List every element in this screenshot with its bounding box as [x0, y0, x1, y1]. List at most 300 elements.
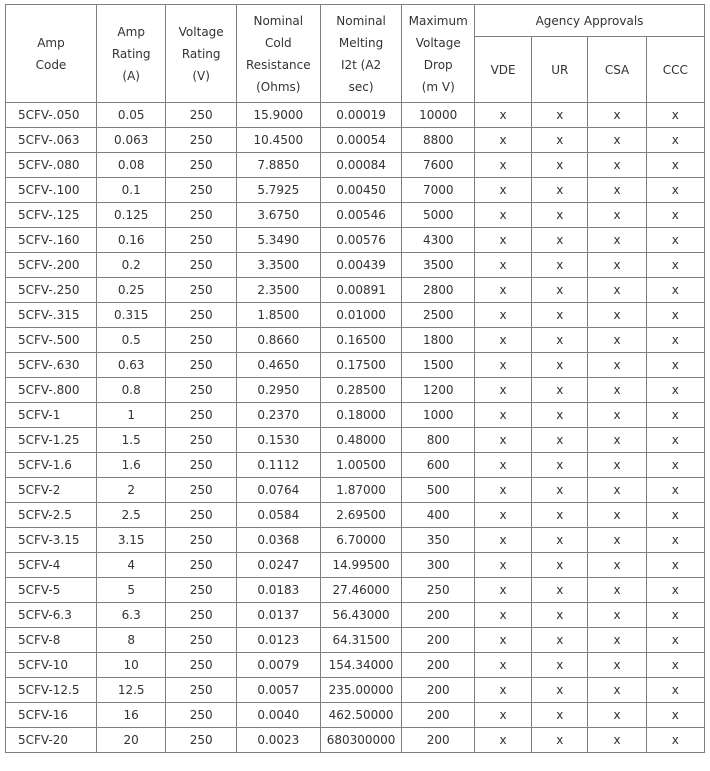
table-row — [6, 203, 705, 228]
table-row — [6, 703, 705, 728]
table-row — [6, 553, 705, 578]
cell-ur: x — [532, 178, 588, 203]
cell-amp-rating: 0.5 — [96, 328, 165, 353]
cell-amp-rating: 0.63 — [96, 353, 165, 378]
cell-csa: x — [588, 453, 646, 478]
cell-voltage-drop: 10000 — [402, 103, 475, 128]
cell-csa: x — [588, 253, 646, 278]
cell-ur: x — [532, 278, 588, 303]
cell-ccc: x — [646, 253, 704, 278]
cell-amp-rating: 0.315 — [96, 303, 165, 328]
table-row — [6, 178, 705, 203]
cell-amp-code: 5CFV-8 — [6, 628, 97, 653]
cell-cold-resistance: 7.8850 — [236, 153, 320, 178]
cell-vde: x — [475, 278, 532, 303]
cell-vde: x — [475, 678, 532, 703]
cell-ur: x — [532, 378, 588, 403]
cell-amp-code: 5CFV-.100 — [6, 178, 97, 203]
cell-amp-rating: 0.25 — [96, 278, 165, 303]
cell-vde: x — [475, 478, 532, 503]
cell-ur: x — [532, 328, 588, 353]
cell-amp-rating: 0.1 — [96, 178, 165, 203]
cell-melting-i2t: 0.00450 — [320, 178, 402, 203]
cell-csa: x — [588, 478, 646, 503]
cell-vde: x — [475, 653, 532, 678]
cell-cold-resistance: 0.0368 — [236, 528, 320, 553]
cell-vde: x — [475, 303, 532, 328]
cell-amp-rating: 1 — [96, 403, 165, 428]
header-ur: UR — [532, 37, 588, 103]
cell-ccc: x — [646, 103, 704, 128]
cell-cold-resistance: 0.8660 — [236, 328, 320, 353]
cell-csa: x — [588, 603, 646, 628]
cell-melting-i2t: 2.69500 — [320, 503, 402, 528]
cell-ccc: x — [646, 603, 704, 628]
cell-csa: x — [588, 678, 646, 703]
cell-ccc: x — [646, 178, 704, 203]
cell-ccc: x — [646, 428, 704, 453]
cell-cold-resistance: 2.3500 — [236, 278, 320, 303]
cell-voltage-rating: 250 — [166, 728, 237, 753]
cell-voltage-drop: 600 — [402, 453, 475, 478]
cell-amp-code: 5CFV-2 — [6, 478, 97, 503]
table-row — [6, 603, 705, 628]
cell-ur: x — [532, 578, 588, 603]
cell-amp-code: 5CFV-16 — [6, 703, 97, 728]
cell-melting-i2t: 0.28500 — [320, 378, 402, 403]
cell-ur: x — [532, 228, 588, 253]
cell-ccc: x — [646, 653, 704, 678]
cell-vde: x — [475, 728, 532, 753]
cell-csa: x — [588, 203, 646, 228]
cell-melting-i2t: 64.31500 — [320, 628, 402, 653]
cell-cold-resistance: 15.9000 — [236, 103, 320, 128]
table-row — [6, 253, 705, 278]
cell-csa: x — [588, 703, 646, 728]
cell-voltage-drop: 200 — [402, 678, 475, 703]
cell-vde: x — [475, 353, 532, 378]
cell-voltage-rating: 250 — [166, 378, 237, 403]
cell-amp-code: 5CFV-12.5 — [6, 678, 97, 703]
cell-vde: x — [475, 578, 532, 603]
table-row — [6, 378, 705, 403]
cell-voltage-drop: 1200 — [402, 378, 475, 403]
cell-csa: x — [588, 103, 646, 128]
cell-amp-code: 5CFV-.500 — [6, 328, 97, 353]
cell-amp-code: 5CFV-10 — [6, 653, 97, 678]
cell-voltage-drop: 2800 — [402, 278, 475, 303]
cell-ccc: x — [646, 578, 704, 603]
cell-ccc: x — [646, 128, 704, 153]
header-csa: CSA — [588, 37, 646, 103]
cell-ccc: x — [646, 378, 704, 403]
cell-vde: x — [475, 553, 532, 578]
cell-vde: x — [475, 228, 532, 253]
cell-csa: x — [588, 328, 646, 353]
cell-voltage-rating: 250 — [166, 303, 237, 328]
cell-melting-i2t: 0.18000 — [320, 403, 402, 428]
cell-voltage-rating: 250 — [166, 428, 237, 453]
cell-cold-resistance: 0.0023 — [236, 728, 320, 753]
cell-vde: x — [475, 603, 532, 628]
header-amp-rating: Amp Rating (A) — [96, 5, 165, 103]
cell-csa: x — [588, 178, 646, 203]
cell-ccc: x — [646, 328, 704, 353]
cell-voltage-drop: 3500 — [402, 253, 475, 278]
cell-cold-resistance: 3.6750 — [236, 203, 320, 228]
cell-ccc: x — [646, 303, 704, 328]
cell-cold-resistance: 3.3500 — [236, 253, 320, 278]
cell-voltage-drop: 1800 — [402, 328, 475, 353]
table-row — [6, 528, 705, 553]
cell-voltage-drop: 200 — [402, 628, 475, 653]
cell-amp-code: 5CFV-.630 — [6, 353, 97, 378]
table-row — [6, 578, 705, 603]
cell-melting-i2t: 680300000 — [320, 728, 402, 753]
table-row — [6, 128, 705, 153]
cell-voltage-rating: 250 — [166, 153, 237, 178]
cell-melting-i2t: 14.99500 — [320, 553, 402, 578]
cell-ur: x — [532, 628, 588, 653]
cell-ccc: x — [646, 453, 704, 478]
header-vde: VDE — [475, 37, 532, 103]
cell-cold-resistance: 0.0137 — [236, 603, 320, 628]
cell-voltage-drop: 1000 — [402, 403, 475, 428]
cell-melting-i2t: 6.70000 — [320, 528, 402, 553]
cell-ur: x — [532, 428, 588, 453]
cell-voltage-rating: 250 — [166, 228, 237, 253]
table-row — [6, 103, 705, 128]
cell-cold-resistance: 5.7925 — [236, 178, 320, 203]
cell-amp-rating: 0.125 — [96, 203, 165, 228]
cell-melting-i2t: 0.01000 — [320, 303, 402, 328]
cell-ur: x — [532, 203, 588, 228]
cell-csa: x — [588, 303, 646, 328]
cell-voltage-rating: 250 — [166, 328, 237, 353]
cell-ccc: x — [646, 203, 704, 228]
cell-melting-i2t: 27.46000 — [320, 578, 402, 603]
cell-cold-resistance: 0.0057 — [236, 678, 320, 703]
cell-melting-i2t: 0.16500 — [320, 328, 402, 353]
cell-csa: x — [588, 353, 646, 378]
table-body — [6, 103, 705, 753]
cell-csa: x — [588, 378, 646, 403]
cell-cold-resistance: 0.0584 — [236, 503, 320, 528]
cell-csa: x — [588, 153, 646, 178]
cell-amp-rating: 0.2 — [96, 253, 165, 278]
cell-melting-i2t: 0.00019 — [320, 103, 402, 128]
cell-ccc: x — [646, 728, 704, 753]
cell-vde: x — [475, 203, 532, 228]
cell-voltage-drop: 350 — [402, 528, 475, 553]
cell-amp-rating: 12.5 — [96, 678, 165, 703]
cell-ccc: x — [646, 403, 704, 428]
cell-melting-i2t: 0.00546 — [320, 203, 402, 228]
cell-voltage-rating: 250 — [166, 653, 237, 678]
cell-voltage-rating: 250 — [166, 353, 237, 378]
cell-amp-rating: 1.5 — [96, 428, 165, 453]
cell-amp-code: 5CFV-3.15 — [6, 528, 97, 553]
cell-amp-rating: 20 — [96, 728, 165, 753]
cell-ur: x — [532, 103, 588, 128]
cell-amp-code: 5CFV-.250 — [6, 278, 97, 303]
cell-csa: x — [588, 653, 646, 678]
cell-ur: x — [532, 528, 588, 553]
cell-melting-i2t: 0.00891 — [320, 278, 402, 303]
header-agency-approvals: Agency Approvals — [475, 5, 705, 37]
cell-amp-rating: 1.6 — [96, 453, 165, 478]
cell-voltage-drop: 7600 — [402, 153, 475, 178]
cell-melting-i2t: 1.00500 — [320, 453, 402, 478]
cell-voltage-drop: 7000 — [402, 178, 475, 203]
table-row — [6, 278, 705, 303]
cell-melting-i2t: 0.17500 — [320, 353, 402, 378]
cell-ur: x — [532, 728, 588, 753]
cell-melting-i2t: 0.48000 — [320, 428, 402, 453]
cell-amp-code: 5CFV-.315 — [6, 303, 97, 328]
cell-amp-code: 5CFV-1.6 — [6, 453, 97, 478]
cell-amp-code: 5CFV-.800 — [6, 378, 97, 403]
cell-melting-i2t: 0.00576 — [320, 228, 402, 253]
cell-voltage-rating: 250 — [166, 278, 237, 303]
cell-cold-resistance: 0.0040 — [236, 703, 320, 728]
cell-ur: x — [532, 503, 588, 528]
cell-voltage-drop: 400 — [402, 503, 475, 528]
cell-ccc: x — [646, 278, 704, 303]
cell-ccc: x — [646, 703, 704, 728]
cell-amp-rating: 2.5 — [96, 503, 165, 528]
cell-amp-code: 5CFV-.050 — [6, 103, 97, 128]
header-amp-code: Amp Code — [6, 5, 97, 103]
cell-amp-rating: 2 — [96, 478, 165, 503]
cell-cold-resistance: 0.0079 — [236, 653, 320, 678]
cell-vde: x — [475, 703, 532, 728]
cell-csa: x — [588, 628, 646, 653]
cell-ur: x — [532, 703, 588, 728]
table-row — [6, 403, 705, 428]
header-cold-resistance: Nominal Cold Resistance (Ohms) — [236, 5, 320, 103]
cell-csa: x — [588, 128, 646, 153]
cell-voltage-rating: 250 — [166, 703, 237, 728]
cell-voltage-rating: 250 — [166, 203, 237, 228]
cell-voltage-drop: 500 — [402, 478, 475, 503]
cell-csa: x — [588, 528, 646, 553]
cell-ccc: x — [646, 153, 704, 178]
cell-voltage-drop: 8800 — [402, 128, 475, 153]
cell-ccc: x — [646, 228, 704, 253]
cell-amp-code: 5CFV-.160 — [6, 228, 97, 253]
cell-vde: x — [475, 328, 532, 353]
cell-voltage-rating: 250 — [166, 403, 237, 428]
cell-amp-rating: 0.8 — [96, 378, 165, 403]
header-ccc: CCC — [646, 37, 704, 103]
cell-melting-i2t: 235.00000 — [320, 678, 402, 703]
cell-amp-code: 5CFV-.080 — [6, 153, 97, 178]
cell-amp-rating: 0.08 — [96, 153, 165, 178]
cell-ur: x — [532, 453, 588, 478]
cell-amp-rating: 6.3 — [96, 603, 165, 628]
cell-cold-resistance: 10.4500 — [236, 128, 320, 153]
table-row — [6, 678, 705, 703]
cell-ccc: x — [646, 528, 704, 553]
table-header — [6, 5, 705, 103]
cell-voltage-rating: 250 — [166, 628, 237, 653]
cell-csa: x — [588, 728, 646, 753]
cell-amp-rating: 0.16 — [96, 228, 165, 253]
cell-amp-code: 5CFV-4 — [6, 553, 97, 578]
cell-amp-rating: 10 — [96, 653, 165, 678]
header-voltage-drop: Maximum Voltage Drop (m V) — [402, 5, 475, 103]
cell-voltage-rating: 250 — [166, 603, 237, 628]
table-row — [6, 328, 705, 353]
cell-cold-resistance: 0.2950 — [236, 378, 320, 403]
cell-voltage-drop: 300 — [402, 553, 475, 578]
cell-voltage-drop: 200 — [402, 703, 475, 728]
cell-voltage-drop: 250 — [402, 578, 475, 603]
cell-vde: x — [475, 403, 532, 428]
cell-voltage-drop: 200 — [402, 653, 475, 678]
cell-ur: x — [532, 128, 588, 153]
cell-ccc: x — [646, 678, 704, 703]
cell-amp-code: 5CFV-.200 — [6, 253, 97, 278]
cell-csa: x — [588, 403, 646, 428]
cell-melting-i2t: 0.00439 — [320, 253, 402, 278]
table-row — [6, 628, 705, 653]
header-melting-i2t: Nominal Melting I2t (A2 sec) — [320, 5, 402, 103]
cell-vde: x — [475, 503, 532, 528]
cell-cold-resistance: 0.0764 — [236, 478, 320, 503]
cell-amp-code: 5CFV-.125 — [6, 203, 97, 228]
table-row — [6, 503, 705, 528]
cell-vde: x — [475, 528, 532, 553]
cell-ccc: x — [646, 553, 704, 578]
cell-vde: x — [475, 103, 532, 128]
cell-voltage-rating: 250 — [166, 578, 237, 603]
cell-cold-resistance: 0.0183 — [236, 578, 320, 603]
table-row — [6, 353, 705, 378]
cell-melting-i2t: 56.43000 — [320, 603, 402, 628]
cell-voltage-drop: 5000 — [402, 203, 475, 228]
cell-voltage-rating: 250 — [166, 528, 237, 553]
cell-voltage-rating: 250 — [166, 128, 237, 153]
cell-voltage-drop: 200 — [402, 603, 475, 628]
cell-voltage-rating: 250 — [166, 253, 237, 278]
cell-amp-rating: 0.063 — [96, 128, 165, 153]
cell-ur: x — [532, 303, 588, 328]
cell-ur: x — [532, 653, 588, 678]
cell-ccc: x — [646, 628, 704, 653]
table-row — [6, 428, 705, 453]
cell-amp-code: 5CFV-20 — [6, 728, 97, 753]
cell-amp-code: 5CFV-1 — [6, 403, 97, 428]
cell-csa: x — [588, 428, 646, 453]
cell-voltage-rating: 250 — [166, 503, 237, 528]
cell-melting-i2t: 462.50000 — [320, 703, 402, 728]
cell-ur: x — [532, 678, 588, 703]
cell-vde: x — [475, 428, 532, 453]
cell-ur: x — [532, 478, 588, 503]
cell-amp-code: 5CFV-2.5 — [6, 503, 97, 528]
cell-cold-resistance: 0.4650 — [236, 353, 320, 378]
cell-ur: x — [532, 153, 588, 178]
cell-cold-resistance: 0.0123 — [236, 628, 320, 653]
cell-ur: x — [532, 353, 588, 378]
cell-amp-rating: 0.05 — [96, 103, 165, 128]
cell-ccc: x — [646, 353, 704, 378]
cell-ur: x — [532, 253, 588, 278]
cell-amp-rating: 5 — [96, 578, 165, 603]
cell-cold-resistance: 0.1112 — [236, 453, 320, 478]
cell-ur: x — [532, 403, 588, 428]
cell-csa: x — [588, 578, 646, 603]
cell-voltage-rating: 250 — [166, 478, 237, 503]
cell-vde: x — [475, 453, 532, 478]
cell-vde: x — [475, 378, 532, 403]
cell-amp-rating: 16 — [96, 703, 165, 728]
cell-voltage-drop: 200 — [402, 728, 475, 753]
cell-csa: x — [588, 503, 646, 528]
cell-vde: x — [475, 253, 532, 278]
cell-melting-i2t: 0.00084 — [320, 153, 402, 178]
cell-amp-rating: 3.15 — [96, 528, 165, 553]
cell-cold-resistance: 5.3490 — [236, 228, 320, 253]
cell-amp-rating: 8 — [96, 628, 165, 653]
cell-amp-code: 5CFV-6.3 — [6, 603, 97, 628]
table-row — [6, 153, 705, 178]
cell-vde: x — [475, 153, 532, 178]
cell-vde: x — [475, 178, 532, 203]
table-row — [6, 728, 705, 753]
table-row — [6, 653, 705, 678]
cell-voltage-rating: 250 — [166, 453, 237, 478]
cell-cold-resistance: 0.1530 — [236, 428, 320, 453]
cell-voltage-rating: 250 — [166, 553, 237, 578]
cell-voltage-rating: 250 — [166, 103, 237, 128]
cell-voltage-drop: 1500 — [402, 353, 475, 378]
cell-melting-i2t: 1.87000 — [320, 478, 402, 503]
cell-voltage-drop: 4300 — [402, 228, 475, 253]
cell-voltage-rating: 250 — [166, 678, 237, 703]
cell-melting-i2t: 154.34000 — [320, 653, 402, 678]
cell-amp-code: 5CFV-.063 — [6, 128, 97, 153]
cell-amp-code: 5CFV-5 — [6, 578, 97, 603]
cell-cold-resistance: 0.2370 — [236, 403, 320, 428]
fuse-specification-table — [5, 4, 705, 753]
cell-vde: x — [475, 628, 532, 653]
table-row — [6, 303, 705, 328]
cell-melting-i2t: 0.00054 — [320, 128, 402, 153]
cell-csa: x — [588, 553, 646, 578]
cell-ur: x — [532, 553, 588, 578]
cell-voltage-drop: 2500 — [402, 303, 475, 328]
cell-csa: x — [588, 228, 646, 253]
cell-cold-resistance: 1.8500 — [236, 303, 320, 328]
table-row — [6, 478, 705, 503]
cell-amp-rating: 4 — [96, 553, 165, 578]
cell-voltage-drop: 800 — [402, 428, 475, 453]
cell-csa: x — [588, 278, 646, 303]
table-row — [6, 228, 705, 253]
table-row — [6, 453, 705, 478]
cell-vde: x — [475, 128, 532, 153]
header-voltage-rating: Voltage Rating (V) — [166, 5, 237, 103]
cell-cold-resistance: 0.0247 — [236, 553, 320, 578]
cell-ur: x — [532, 603, 588, 628]
cell-amp-code: 5CFV-1.25 — [6, 428, 97, 453]
cell-voltage-rating: 250 — [166, 178, 237, 203]
cell-ccc: x — [646, 478, 704, 503]
cell-ccc: x — [646, 503, 704, 528]
